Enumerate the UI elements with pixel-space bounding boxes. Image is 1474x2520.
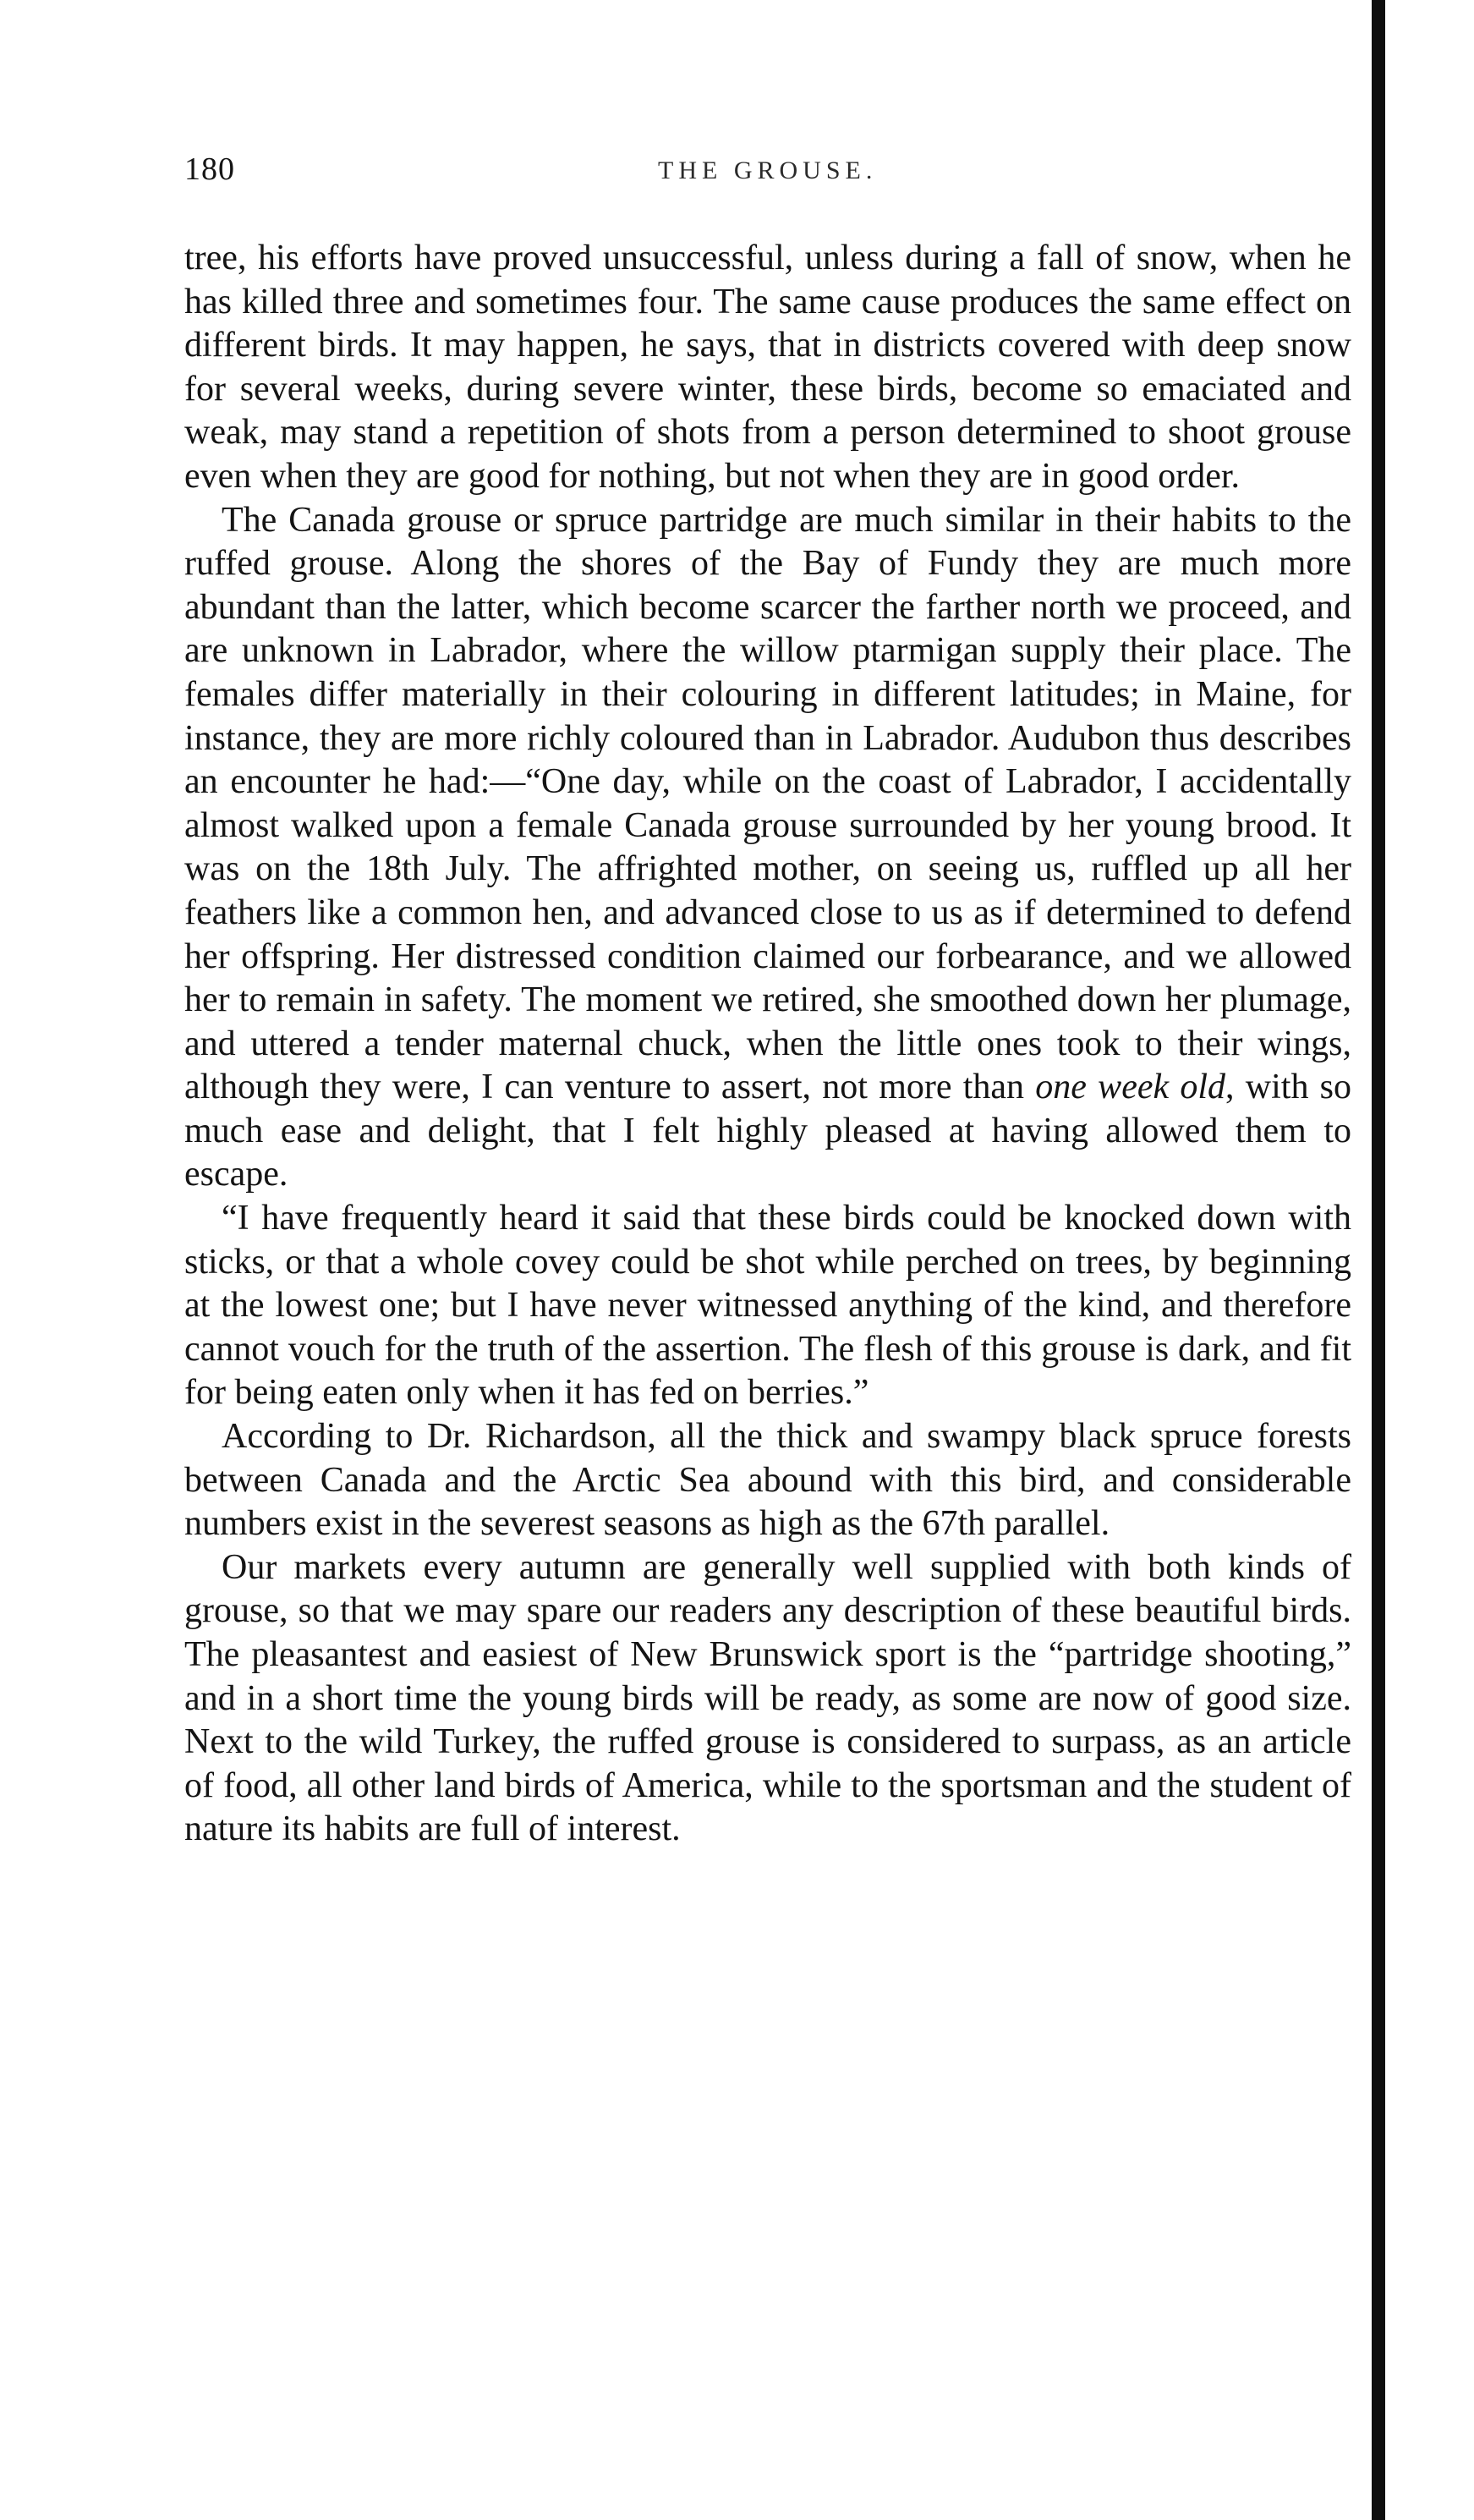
page-edge-shadow — [1372, 0, 1385, 2520]
body-text — [184, 237, 1351, 1852]
paragraph-2-text-continued: , with so much ease and delight, that I felt highly pleased at having allowed them to escape. — [184, 1068, 1352, 1194]
running-title: THE GROUSE. — [658, 156, 878, 184]
paragraph-5 — [184, 1546, 1351, 1852]
paragraph-2-text: The Canada grouse or spruce partridge are much similar in their habits to the ruffed grouse. Along the shores of the Bay of Fundy they are much more abundant than the latter, which become scarcer the farther north we proceed, and are unknown in Labrador, where the willow ptarmigan supply their place. The females differ materially in their colouring in different latitudes; in Maine, for instance, they are more richly coloured than in Labrador. Audubon thus describes an encounter he had:—“One day, while on the coast of Labrador, I accidentally almost walked upon a female Canada grouse surrounded by her young brood. It was on the 18th July. The affrighted mother, on seeing us, ruffled up all her feathers like a common hen, and advanced close to us as if determined to defend her offspring. Her distressed condition claimed our forbearance, and we allowed her to remain in safety. The moment we retired, she smoothed down her plumage, and uttered a tender maternal chuck, when the little ones took to their wings, although they were, I can venture to assert, not more than — [184, 500, 1351, 1107]
paragraph-1-text: tree, his efforts have proved unsuccessful, unless during a fall of snow, when he has killed three and sometimes four. The same cause produces the same effect on different birds. It may happen, he says, that in districts covered with deep snow for several weeks, during severe winter, these birds, become so emaciated and weak, may stand a repetition of shots from a person determined to shoot grouse even when they are good for nothing, but not when they are in good order. — [184, 239, 1351, 496]
paragraph-4-text: According to Dr. Richardson, all the thick and swampy black spruce forests between Canada and the Arctic Sea abound with this bird, and considerable numbers exist in the severest seasons as high as the 67th parallel. — [184, 1417, 1351, 1544]
paragraph-4 — [184, 1415, 1351, 1546]
page-number: 180 — [184, 151, 235, 187]
paragraph-2 — [184, 499, 1351, 1198]
paragraph-3 — [184, 1197, 1351, 1415]
paragraph-3-text: “I have frequently heard it said that these birds could be knocked down with sticks, or that a whole covey could be shot while perched on trees, by beginning at the lowest one; but I have never witnessed anything of the kind, and therefore cannot vouch for the truth of the assertion. The flesh of this grouse is dark, and fit for being eaten only when it has fed on berries.” — [184, 1199, 1351, 1413]
paragraph-5-text: Our markets every autumn are generally well supplied with both kinds of grouse, so that we may spare our readers any description of these beautiful birds. The pleasantest and easiest of New Brunswick sport is the “partridge shooting,” and in a short time the young birds will be ready, as some are now of good size. Next to the wild Turkey, the ruffed grouse is considered to surpass, as an article of food, all other land birds of America, while to the sportsman and the student of nature its habits are full of interest. — [184, 1547, 1351, 1849]
running-head — [184, 144, 1351, 195]
paragraph-1 — [184, 237, 1351, 499]
paragraph-2-italic-phrase: one week old — [1035, 1068, 1226, 1107]
